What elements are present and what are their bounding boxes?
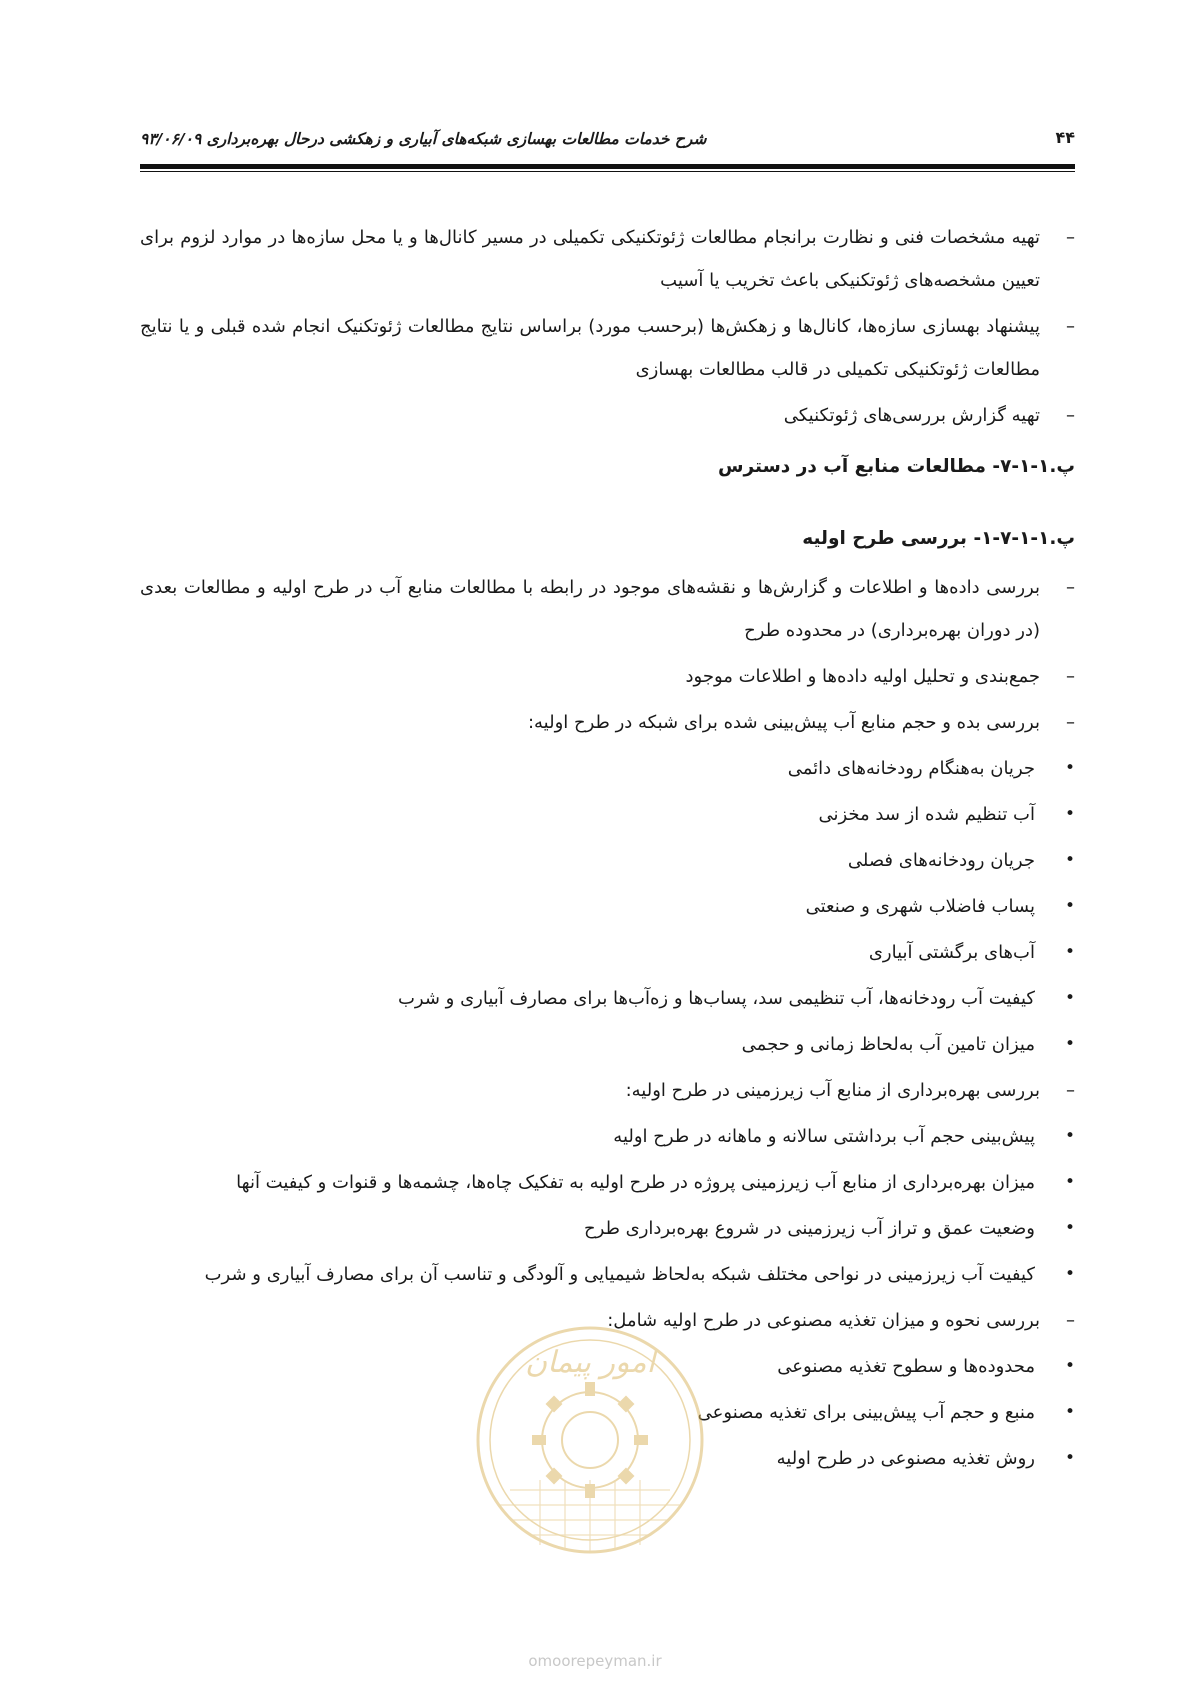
list-item: – تهیه گزارش بررسی‌های ژئوتکنیکی bbox=[140, 394, 1075, 437]
header-rule-thick bbox=[140, 164, 1075, 169]
bullet-item: • منبع و حجم آب پیش‌بینی برای تغذیه مصنوعی bbox=[140, 1391, 1075, 1434]
page-number: ۴۴ bbox=[1055, 128, 1075, 147]
watermark-logo-text: امور پیمان bbox=[525, 1345, 655, 1380]
list-item: – بررسی بهره‌برداری از منابع آب زیرزمینی در طرح اولیه: bbox=[140, 1069, 1075, 1112]
bullet-item: • آب تنظیم شده از سد مخزنی bbox=[140, 793, 1075, 836]
bullet-item: • جریان به‌هنگام رودخانه‌های دائمی bbox=[140, 747, 1075, 790]
bullet-item: • میزان بهره‌برداری از منابع آب زیرزمینی پروژه در طرح اولیه به تفکیک چاه‌ها، چشمه‌ها و قنوات و کیفیت آنها bbox=[140, 1161, 1075, 1204]
list-item: – بررسی نحوه و میزان تغذیه مصنوعی در طرح اولیه شامل: bbox=[140, 1299, 1075, 1342]
list-item: – تهیه مشخصات فنی و نظارت برانجام مطالعات ژئوتکنیکی تکمیلی در مسیر کانال‌ها و یا محل سازه‌ها در موارد لزوم برای تعیین مشخصه‌های ژئوتکنیکی باعث تخریب یا آسیب bbox=[140, 216, 1075, 302]
subsection-heading: پ.۱-۱-۷-۱- بررسی طرح اولیه bbox=[802, 528, 1075, 549]
bullet-item: • جریان رودخانه‌های فصلی bbox=[140, 839, 1075, 882]
bullet-item: • محدوده‌ها و سطوح تغذیه مصنوعی bbox=[140, 1345, 1075, 1388]
list-item: – بررسی بده و حجم منابع آب پیش‌بینی شده برای شبکه در طرح اولیه: bbox=[140, 701, 1075, 744]
bullet-item: • کیفیت آب رودخانه‌ها، آب تنظیمی سد، پساب‌ها و زه‌آب‌ها برای مصارف آبیاری و شرب bbox=[140, 977, 1075, 1020]
header-title: شرح خدمات مطالعات بهسازی شبکه‌های آبیاری و زهکشی درحال بهره‌برداری ۹۳/۰۶/۰۹ bbox=[140, 130, 707, 148]
header-rule-thin bbox=[140, 171, 1075, 172]
list-item: – بررسی داده‌ها و اطلاعات و گزارش‌ها و نقشه‌های موجود در رابطه با مطالعات منابع آب در طرح اولیه و مطالعات بعدی (در دوران بهره‌برداری) در محدوده طرح bbox=[140, 566, 1075, 652]
bullet-item: • پساب فاضلاب شهری و صنعتی bbox=[140, 885, 1075, 928]
page-header bbox=[140, 128, 1075, 154]
bullet-item: • پیش‌بینی حجم آب برداشتی سالانه و ماهانه در طرح اولیه bbox=[140, 1115, 1075, 1158]
section-heading: پ.۱-۱-۷- مطالعات منابع آب در دسترس bbox=[717, 456, 1075, 477]
list-item: – جمع‌بندی و تحلیل اولیه داده‌ها و اطلاعات موجود bbox=[140, 655, 1075, 698]
bullet-item: • کیفیت آب زیرزمینی در نواحی مختلف شبکه به‌لحاظ شیمیایی و آلودگی و تناسب آن برای مصارف آبیاری و شرب bbox=[140, 1253, 1075, 1296]
bullet-item: • وضعیت عمق و تراز آب زیرزمینی در شروع بهره‌برداری طرح bbox=[140, 1207, 1075, 1250]
document-body bbox=[140, 216, 1075, 1483]
bullet-item: • روش تغذیه مصنوعی در طرح اولیه bbox=[140, 1437, 1075, 1480]
bullet-item: • آب‌های برگشتی آبیاری bbox=[140, 931, 1075, 974]
list-item: – پیشنهاد بهسازی سازه‌ها، کانال‌ها و زهکش‌ها (برحسب مورد) براساس نتایج مطالعات ژئوتکنیک انجام شده قبلی و یا نتایج مطالعات ژئوتکنیکی تکمیلی در قالب مطالعات بهسازی bbox=[140, 305, 1075, 391]
bullet-item: • میزان تامین آب به‌لحاظ زمانی و حجمی bbox=[140, 1023, 1075, 1066]
watermark-site: omoorepeyman.ir bbox=[528, 1652, 662, 1670]
